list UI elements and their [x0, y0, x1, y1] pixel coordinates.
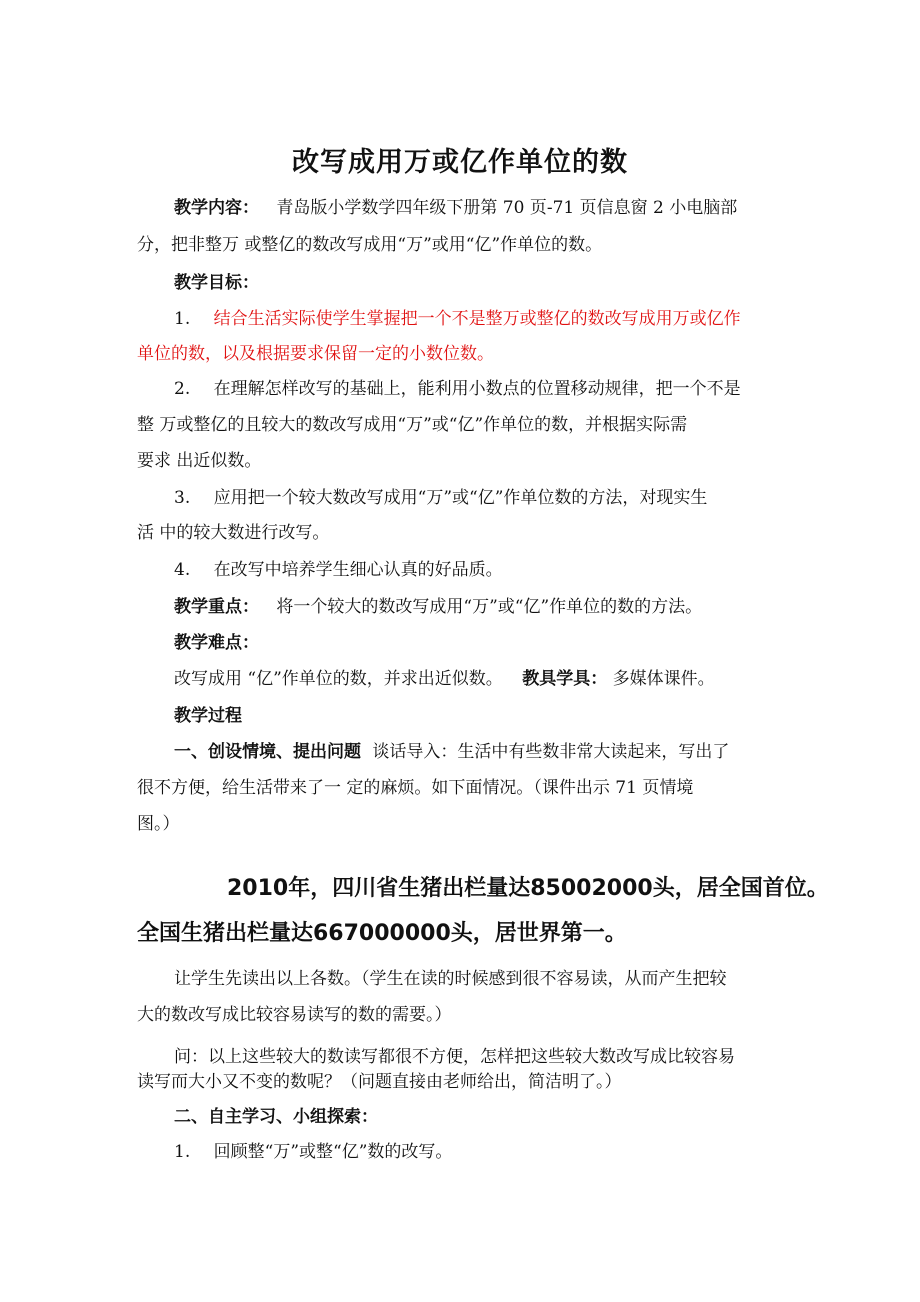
goal-2: [174, 378, 741, 400]
section-1-line-3: 图。）: [137, 814, 180, 834]
content-line-2: 分，把非整万 或整亿的数改写成用“万”或用“亿”作单位的数。: [137, 235, 603, 255]
content-paragraph: [174, 197, 737, 219]
section-2-item-1-text: 回顾整“万”或整“亿”数的改写。: [213, 1142, 453, 1162]
goal-2-number: 2.: [174, 379, 191, 399]
goal-1-number: 1.: [174, 309, 191, 329]
difficulty-label: 教学难点：: [174, 633, 259, 653]
goal-4-line-1: 在改写中培养学生细心认真的好品质。: [213, 560, 503, 580]
goal-2-line-1: 在理解怎样改写的基础上，能利用小数点的位置移动规律，把一个不是: [213, 379, 741, 399]
section-2-item-1-number: 1.: [174, 1142, 191, 1162]
difficulty-paragraph: [174, 668, 715, 690]
section-2-item-1: [174, 1141, 452, 1163]
key-point-text: 将一个较大的数改写成用“万”或“亿”作单位的数的方法。: [276, 597, 703, 617]
question-line-1: 问：以上这些较大的数读写都很不方便，怎样把这些较大数改写成比较容易: [174, 1047, 735, 1067]
key-point: [174, 596, 702, 618]
key-point-label: 教学重点：: [174, 597, 259, 617]
goal-3-line-1: 应用把一个较大数改写成用“万”或“亿”作单位数的方法，对现实生: [213, 488, 708, 508]
section-1-line-1: 谈话导入：生活中有些数非常大读起来，写出了: [372, 742, 730, 762]
goal-1: [174, 308, 741, 330]
goal-3-line-2: 活 中的较大数进行改写。: [137, 523, 330, 543]
goal-3: [174, 487, 707, 509]
goal-1-line-1: 结合生活实际使学生掌握把一个不是整万或整亿的数改写成用万或亿作: [213, 309, 741, 329]
content-label: 教学内容：: [174, 198, 259, 218]
slide-line-1: 2010年，四川省生猪出栏量达85002000头，居全国首位。: [227, 876, 829, 901]
goal-4: [174, 559, 503, 581]
goal-3-number: 3.: [174, 488, 191, 508]
read-line-2: 大的数改写成比较容易读写的数的需要。）: [137, 1005, 452, 1025]
document-title: 改写成用万或亿作单位的数: [292, 147, 628, 178]
process-label: 教学过程: [174, 706, 242, 726]
tools-text: 多媒体课件。: [612, 669, 715, 689]
tools-label: 教具学具：: [522, 669, 608, 689]
section-1-label: 一、创设情境、提出问题: [174, 742, 361, 762]
question-line-2: 读写而大小又不变的数呢？（问题直接由老师给出，简洁明了。）: [137, 1072, 622, 1092]
goal-4-number: 4.: [174, 560, 191, 580]
goal-1-line-2: 单位的数，以及根据要求保留一定的小数位数。: [137, 344, 494, 364]
goals-label: 教学目标：: [174, 273, 259, 293]
section-2-label: 二、自主学习、小组探索：: [174, 1107, 378, 1127]
goal-2-line-3: 要求 出近似数。: [137, 451, 262, 471]
section-1: [174, 741, 729, 763]
goal-2-line-2: 整 万或整亿的且较大的数改写成用“万”或“亿”作单位的数，并根据实际需: [137, 415, 688, 435]
section-1-line-2: 很不方便，给生活带来了一 定的麻烦。如下面情况。（课件出示 71 页情境: [137, 778, 694, 798]
read-line-1: 让学生先读出以上各数。（学生在读的时候感到很不容易读，从而产生把较: [174, 969, 727, 989]
content-line-1: 青岛版小学数学四年级下册第 70 页-71 页信息窗 2 小电脑部: [276, 198, 738, 218]
slide-line-2: 全国生猪出栏量达667000000头，居世界第一。: [137, 921, 627, 946]
difficulty-text: 改写成用 “亿”作单位的数，并求出近似数。: [174, 669, 503, 689]
